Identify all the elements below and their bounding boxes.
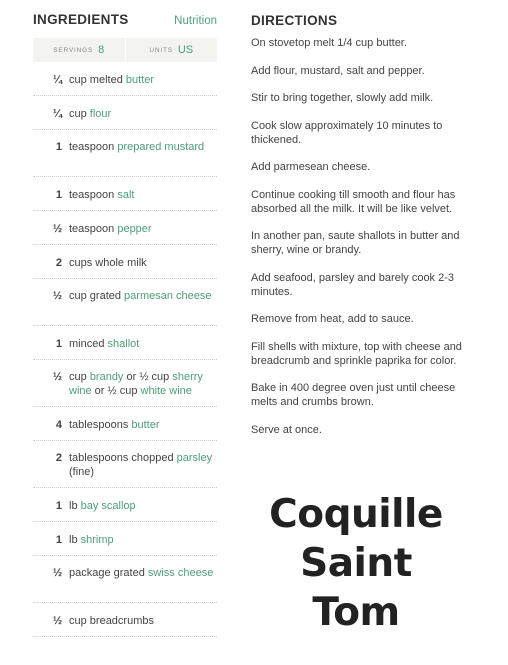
ingredients-header [33, 12, 217, 34]
nutrition-link[interactable]: Nutrition [174, 15, 217, 27]
ingredient-row [33, 62, 217, 96]
ingredient-quantity: ½ [52, 371, 62, 383]
ingredient-link[interactable]: pepper [117, 222, 152, 235]
directions-list [251, 36, 466, 437]
ingredient-text-part: cup breadcrumbs [69, 614, 154, 627]
ingredient-link[interactable]: butter [125, 73, 155, 86]
ingredient-text [69, 614, 217, 628]
recipe-settings-bar [33, 38, 217, 62]
ingredient-text-part: minced [69, 337, 108, 350]
recipe-title-overlay [256, 490, 456, 637]
ingredient-text [69, 499, 217, 513]
ingredient-row [33, 603, 217, 637]
ingredient-text-part: lb [69, 499, 81, 512]
ingredient-link[interactable]: white wine [140, 385, 192, 397]
ingredient-link[interactable]: salt [117, 188, 135, 201]
ingredient-quantity: ¼ [52, 73, 62, 86]
ingredient-text-part: cup melted [69, 73, 126, 86]
ingredient-text-part: cup grated [69, 290, 125, 302]
ingredient-quantity: ½ [52, 290, 62, 302]
ingredient-text-part: or ½ cup [91, 385, 141, 397]
ingredient-row [33, 441, 217, 488]
ingredient-text [69, 418, 217, 432]
ingredient-quantity: ½ [52, 614, 62, 627]
overlay-title-line-2: Saint Tom [300, 541, 412, 635]
ingredient-text [69, 451, 217, 487]
servings-label: SERVINGS [53, 46, 94, 54]
ingredient-text-part: lb [69, 533, 81, 546]
ingredient-text-part: (fine) [69, 466, 95, 478]
ingredient-text-part: package grated [69, 567, 148, 579]
ingredient-row [33, 326, 217, 360]
ingredient-quantity: 4 [55, 418, 62, 431]
ingredient-link[interactable]: parsley [176, 452, 213, 464]
ingredient-list [33, 62, 217, 637]
ingredient-text [69, 188, 217, 202]
ingredient-link[interactable]: butter [131, 418, 160, 431]
ingredients-title: INGREDIENTS [33, 12, 129, 27]
ingredient-text-part: cup [69, 371, 90, 383]
ingredient-text-part: cup [69, 107, 90, 120]
ingredient-quantity: ½ [52, 222, 62, 235]
direction-step: Continue cooking till smooth and flour has absorbed all the milk. It will be like velvet. [251, 188, 456, 215]
ingredient-row [33, 130, 217, 177]
ingredient-quantity: 1 [55, 188, 62, 201]
servings-setting[interactable] [33, 38, 125, 62]
ingredient-text [69, 140, 217, 176]
ingredient-row [33, 96, 217, 130]
direction-step: Bake in 400 degree oven just until cheese melts and crumbs brown. [251, 382, 456, 408]
ingredient-row [33, 245, 217, 279]
ingredient-link[interactable]: brandy [89, 371, 124, 383]
ingredient-link[interactable]: shallot [107, 337, 140, 350]
direction-step: On stovetop melt 1/4 cup butter. [251, 37, 407, 49]
direction-step: Stir to bring together, slowly add milk. [251, 92, 434, 104]
ingredient-row [33, 177, 217, 211]
ingredient-text-part: tablespoons [69, 418, 132, 431]
direction-step: Fill shells with mixture, top with cheese and breadcrumb and sprinkle paprika for color. [251, 340, 462, 367]
ingredient-link[interactable]: parmesan cheese [124, 290, 212, 302]
directions-column [251, 12, 466, 450]
ingredient-link[interactable]: bay scallop [80, 499, 136, 512]
directions-title: DIRECTIONS [251, 13, 338, 28]
ingredient-quantity: ½ [52, 567, 62, 579]
direction-step: Remove from heat, add to sauce. [251, 313, 414, 325]
ingredient-text-part: or ½ cup [123, 371, 173, 383]
ingredient-link[interactable]: shrimp [80, 533, 114, 546]
ingredient-row [33, 279, 217, 326]
direction-step: Serve at once. [251, 423, 322, 436]
ingredient-row [33, 360, 217, 407]
ingredient-quantity: ¼ [52, 107, 62, 120]
ingredient-row [33, 488, 217, 522]
ingredient-quantity: 1 [55, 533, 62, 546]
overlay-title-line-1: Coquille [269, 492, 443, 537]
ingredient-link[interactable]: flour [89, 107, 112, 120]
direction-step: In another pan, saute shallots in butter and sherry, wine or brandy. [251, 230, 460, 256]
ingredient-quantity: 1 [55, 141, 62, 153]
ingredient-link[interactable]: sherry wine [69, 371, 203, 397]
ingredient-quantity: 2 [55, 256, 62, 269]
ingredient-text [69, 370, 217, 406]
direction-step: Cook slow approximately 10 minutes to thickened. [251, 119, 443, 146]
ingredient-row [33, 211, 217, 245]
units-label: UNITS [149, 46, 173, 54]
ingredient-text [69, 107, 217, 121]
ingredient-text [69, 222, 217, 236]
ingredient-row [33, 522, 217, 556]
ingredient-text [69, 289, 217, 325]
direction-step: Add parmesean cheese. [251, 161, 371, 173]
ingredient-text [69, 566, 217, 602]
ingredient-link[interactable]: swiss cheese [147, 567, 214, 579]
ingredient-text-part: teaspoon [69, 141, 118, 153]
ingredient-row [33, 407, 217, 441]
ingredient-row [33, 556, 217, 603]
direction-step: Add seafood, parsley and barely cook 2-3 minutes. [251, 271, 455, 298]
direction-step: Add flour, mustard, salt and pepper. [251, 64, 425, 77]
ingredient-text [69, 337, 217, 351]
ingredient-link[interactable]: prepared mustard [117, 141, 205, 153]
ingredients-column [33, 12, 217, 637]
ingredient-text [69, 533, 217, 547]
ingredient-quantity: 1 [55, 337, 62, 350]
ingredient-text [69, 256, 217, 270]
ingredient-quantity: 2 [55, 452, 62, 464]
units-setting[interactable] [125, 38, 218, 62]
ingredient-text [69, 73, 217, 87]
ingredient-quantity: 1 [55, 499, 62, 512]
ingredient-text-part: teaspoon [69, 188, 118, 201]
ingredient-text-part: tablespoons chopped [69, 452, 177, 464]
units-value[interactable]: US [177, 44, 194, 56]
servings-value[interactable]: 8 [98, 44, 105, 56]
ingredient-text-part: teaspoon [69, 222, 118, 235]
ingredient-text-part: cups whole milk [69, 256, 147, 269]
